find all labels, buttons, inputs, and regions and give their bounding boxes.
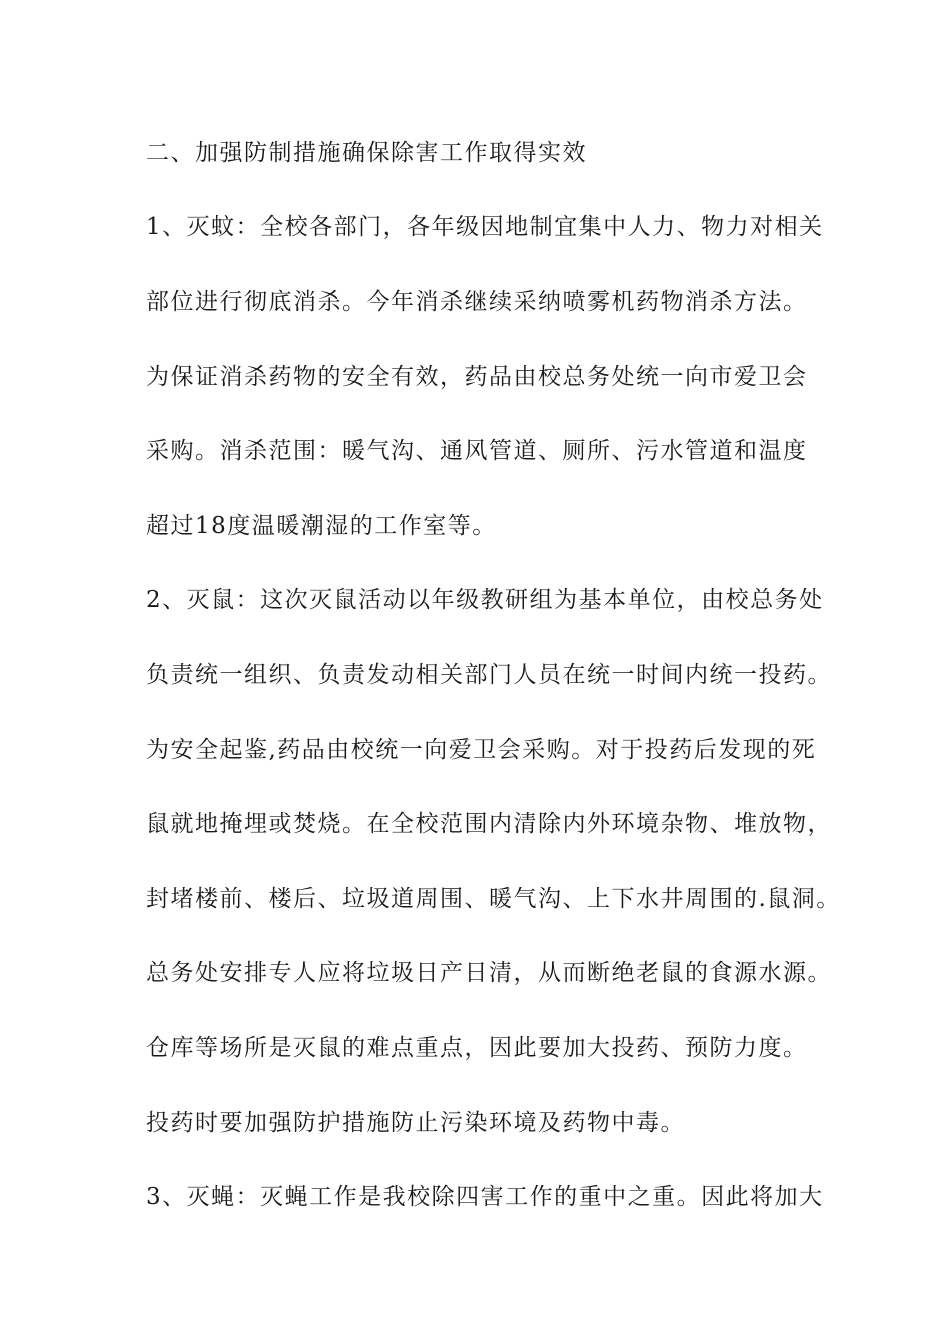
paragraph-line: 封堵楼前、楼后、垃圾道周围、暖气沟、上下水井周围的.鼠洞。 xyxy=(146,886,841,912)
paragraph-line: 投药时要加强防护措施防止污染环境及药物中毒。 xyxy=(146,1110,685,1136)
paragraph-line: 仓库等场所是灭鼠的难点重点，因此要加大投药、预防力度。 xyxy=(146,1035,808,1061)
paragraph-line: 2、灭鼠：这次灭鼠活动以年级教研组为基本单位，由校总务处 xyxy=(146,587,824,613)
paragraph-line: 总务处安排专人应将垃圾日产日清，从而断绝老鼠的食源水源。 xyxy=(146,960,832,986)
paragraph-line: 为安全起鉴,药品由校统一向爱卫会采购。对于投药后发现的死 xyxy=(146,737,817,763)
paragraph-line: 部位进行彻底消杀。今年消杀继续采纳喷雾机药物消杀方法。 xyxy=(146,289,808,315)
paragraph-line: 1、灭蚊：全校各部门，各年级因地制宜集中人力、物力对相关 xyxy=(146,214,824,240)
paragraph-line: 超过18度温暖潮湿的工作室等。 xyxy=(146,513,497,539)
paragraph-line: 鼠就地掩埋或焚烧。在全校范围内清除内外环境杂物、堆放物， xyxy=(146,811,832,837)
paragraph-line: 为保证消杀药物的安全有效，药品由校总务处统一向市爱卫会 xyxy=(146,364,808,390)
paragraph-line: 3、灭蝇：灭蝇工作是我校除四害工作的重中之重。因此将加大 xyxy=(146,1184,824,1210)
section-heading: 二、加强防制措施确保除害工作取得实效 xyxy=(146,140,587,166)
paragraph-line: 采购。消杀范围：暖气沟、通风管道、厕所、污水管道和温度 xyxy=(146,438,808,464)
paragraph-line: 负责统一组织、负责发动相关部门人员在统一时间内统一投药。 xyxy=(146,662,832,688)
